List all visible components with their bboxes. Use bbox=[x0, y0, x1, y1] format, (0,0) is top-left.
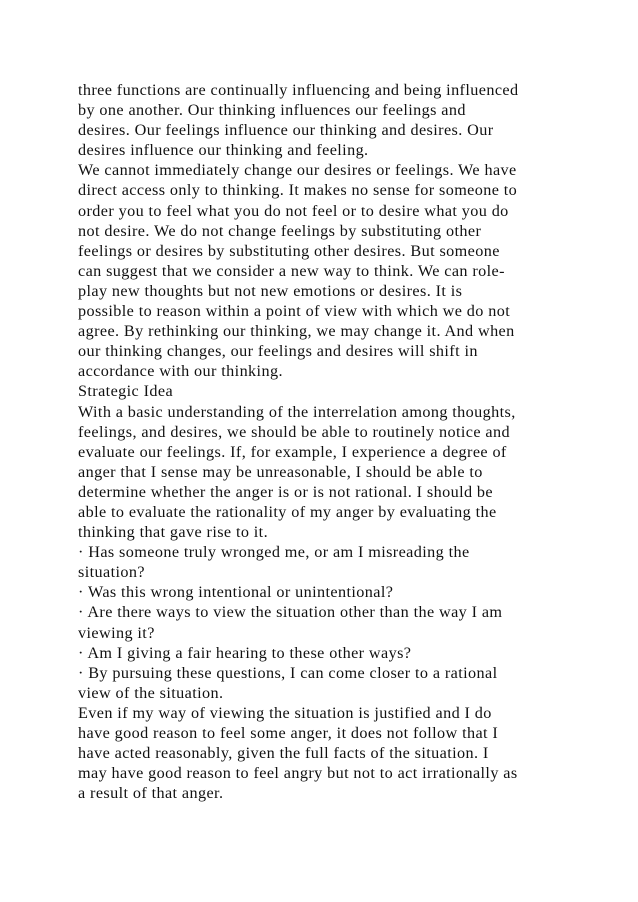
text-line: situation? bbox=[78, 563, 145, 582]
text-line: With a basic understanding of the interrelation among thoughts, bbox=[78, 402, 516, 421]
text-line: not desire. We do not change feelings by substituting other bbox=[78, 221, 482, 240]
text-line: We cannot immediately change our desires or feelings. We have bbox=[78, 161, 517, 180]
text-line: three functions are continually influencing and being influenced bbox=[78, 81, 519, 99]
text-line: evaluate our feelings. If, for example, I experience a degree of bbox=[78, 442, 507, 461]
section-heading: Strategic Idea bbox=[78, 382, 174, 401]
text-line: thinking that gave rise to it. bbox=[78, 523, 269, 542]
text-line: viewing it? bbox=[78, 623, 155, 642]
text-line: Even if my way of viewing the situation is justified and I do bbox=[78, 703, 492, 722]
text-line: anger that I sense may be unreasonable, I should be able to bbox=[78, 462, 483, 481]
bullet-item: · Has someone truly wronged me, or am I misreading the bbox=[78, 543, 470, 562]
text-line: a result of that anger. bbox=[78, 784, 224, 803]
text-line: feelings, and desires, we should be able to routinely notice and bbox=[78, 422, 510, 441]
text-line: order you to feel what you do not feel or to desire what you do bbox=[78, 201, 509, 220]
document-text bbox=[78, 80, 578, 803]
text-line: desires. Our feelings influence our thinking and desires. Our bbox=[78, 121, 494, 140]
text-line: feelings or desires by substituting other desires. But someone bbox=[78, 241, 500, 260]
text-line: by one another. Our thinking influences our feelings and bbox=[78, 101, 466, 120]
text-line: view of the situation. bbox=[78, 683, 224, 702]
bullet-item: · Am I giving a fair hearing to these other ways? bbox=[78, 643, 412, 662]
text-line: determine whether the anger is or is not rational. I should be bbox=[78, 482, 493, 501]
text-line: can suggest that we consider a new way to think. We can role- bbox=[78, 261, 505, 280]
text-line: our thinking changes, our feelings and desires will shift in bbox=[78, 342, 478, 361]
bullet-item: · By pursuing these questions, I can come closer to a rational bbox=[78, 663, 498, 682]
text-line: possible to reason within a point of view with which we do not bbox=[78, 302, 511, 321]
text-line: able to evaluate the rationality of my anger by evaluating the bbox=[78, 502, 497, 521]
text-line: desires influence our thinking and feeling. bbox=[78, 141, 369, 160]
text-line: direct access only to thinking. It makes no sense for someone to bbox=[78, 181, 518, 200]
text-line: have good reason to feel some anger, it does not follow that I bbox=[78, 724, 499, 742]
bullet-item: · Was this wrong intentional or unintentional? bbox=[78, 583, 394, 602]
text-line: have acted reasonably, given the full facts of the situation. I bbox=[78, 744, 489, 763]
text-line: accordance with our thinking. bbox=[78, 362, 283, 381]
bullet-item: · Are there ways to view the situation other than the way I am bbox=[78, 603, 503, 622]
text-line: agree. By rethinking our thinking, we may change it. And when bbox=[78, 322, 515, 341]
text-line: may have good reason to feel angry but not to act irrationally as bbox=[78, 764, 518, 783]
text-line: play new thoughts but not new emotions or desires. It is bbox=[78, 281, 463, 300]
